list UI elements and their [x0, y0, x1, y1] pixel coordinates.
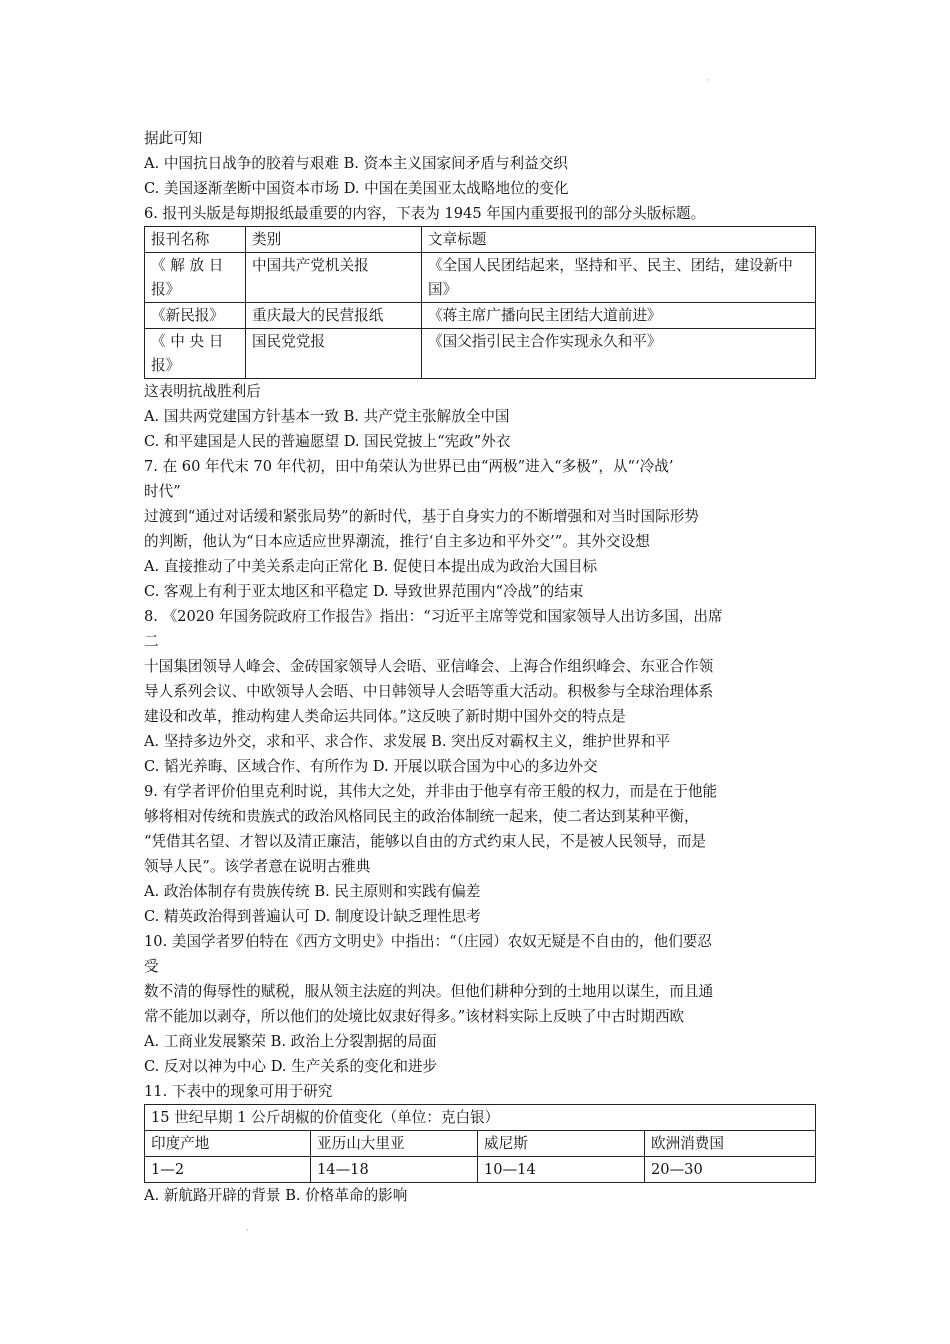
table-cell: 1—2 [145, 1157, 311, 1183]
text-line: C. 客观上有利于亚太地区和平稳定 D. 导致世界范围内“冷战”的结束 [144, 583, 584, 600]
text-line: 十国集团领导人峰会、金砖国家领导人会晤、亚信峰会、上海合作组织峰会、东亚合作领 [144, 658, 714, 675]
exam-page [144, 126, 816, 1208]
table-row [145, 329, 816, 379]
text-line: 过渡到“通过对话缓和紧张局势”的新时代，基于自身实力的不断增强和对当时国际形势 [144, 508, 699, 525]
text-line: 领导人民”。该学者意在说明古雅典 [144, 858, 371, 875]
text-line: 建设和改革，推动构建人类命运共同体。”这反映了新时期中国外交的特点是 [144, 708, 626, 725]
text-line: 常不能加以剥夺，所以他们的处境比奴隶好得多。”该材料实际上反映了中古时期西欧 [144, 1008, 685, 1025]
text-line: A. 坚持多边外交，求和平、求合作、求发展 B. 突出反对霸权主义，维护世界和平 [144, 733, 671, 750]
text-line: “凭借其名望、才智以及清正廉洁，能够以自由的方式约束人民，不是被人民领导，而是 [144, 833, 707, 850]
table-cell: 10—14 [478, 1157, 645, 1183]
table-cell: 中国共产党机关报 [246, 253, 422, 303]
text-line: 11. 下表中的现象可用于研究 [144, 1083, 333, 1100]
text-line: C. 美国逐渐垄断中国资本市场 D. 中国在美国亚太战略地位的变化 [144, 180, 569, 197]
table-header-cell: 欧洲消费国 [645, 1131, 816, 1157]
table-cell: 《蒋主席广播向民主团结大道前进》 [422, 303, 816, 329]
text-line: 时代” [144, 483, 181, 500]
text-line: 数不清的侮辱性的赋税，服从领主法庭的判决。但他们耕种分到的土地用以谋生，而且通 [144, 983, 714, 1000]
table-header-cell: 亚历山大里亚 [311, 1131, 478, 1157]
text-line: A. 政治体制存有贵族传统 B. 民主原则和实践有偏差 [144, 883, 481, 900]
text-line: 受 [144, 958, 159, 975]
text-block-top [144, 126, 816, 226]
table-header-row [145, 227, 816, 253]
table-header-cell: 类别 [246, 227, 422, 253]
newspaper-table [144, 226, 816, 379]
text-line: 这表明抗战胜利后 [144, 383, 261, 400]
table-header-cell: 印度产地 [145, 1131, 311, 1157]
table-row [145, 1157, 816, 1183]
text-line: A. 中国抗日战争的胶着与艰难 B. 资本主义国家间矛盾与利益交织 [144, 155, 568, 172]
table-header-row [145, 1131, 816, 1157]
text-line: 6. 报刊头版是每期报纸最重要的内容，下表为 1945 年国内重要报刊的部分头版标题。 [144, 205, 706, 222]
text-line: 8. 《2020 年国务院政府工作报告》指出：“习近平主席等党和国家领导人出访多国，出席 [144, 608, 723, 625]
text-line: A. 国共两党建国方针基本一致 B. 共产党主张解放全中国 [144, 408, 510, 425]
text-line: C. 和平建国是人民的普遍愿望 D. 国民党披上“宪政”外衣 [144, 433, 511, 450]
text-line: A. 新航路开辟的背景 B. 价格革命的影响 [144, 1187, 408, 1204]
text-line: C. 精英政治得到普遍认可 D. 制度设计缺乏理性思考 [144, 908, 481, 925]
table-cell: 《国父指引民主合作实现永久和平》 [422, 329, 816, 379]
text-block-bottom [144, 1183, 816, 1208]
table-cell: 《 解 放 日 报》 [145, 253, 246, 303]
pepper-price-table [144, 1104, 816, 1183]
table-cell: 14—18 [311, 1157, 478, 1183]
text-line: 10. 美国学者罗伯特在《西方文明史》中指出：“（庄园）农奴无疑是不自由的，他们要忍 [144, 933, 712, 950]
table-cell: 20—30 [645, 1157, 816, 1183]
text-line: A. 直接推动了中美关系走向正常化 B. 促使日本提出成为政治大国目标 [144, 558, 598, 575]
table-title: 15 世纪早期 1 公斤胡椒的价值变化（单位：克白银） [145, 1105, 816, 1131]
table-cell: 重庆最大的民营报纸 [246, 303, 422, 329]
table-cell: 国民党党报 [246, 329, 422, 379]
text-line: 导人系列会议、中欧领导人会晤、中日韩领导人会晤等重大活动。积极参与全球治理体系 [144, 683, 714, 700]
text-line: A. 工商业发展繁荣 B. 政治上分裂割据的局面 [144, 1033, 437, 1050]
text-line: 二 [144, 633, 159, 650]
text-line: 7. 在 60 年代末 70 年代初，田中角荣认为世界已由“两极”进入“多极”，从“‘冷战’ [144, 458, 674, 475]
text-line: 够将相对传统和贵族式的政治风格同民主的政治体制统一起来，使二者达到某种平衡， [144, 808, 699, 825]
table-row [145, 253, 816, 303]
table-row [145, 303, 816, 329]
table-header-cell: 文章标题 [422, 227, 816, 253]
table-cell: 《全国人民团结起来，坚持和平、民主、团结，建设新中国》 [422, 253, 816, 303]
text-block-middle [144, 379, 816, 1104]
text-line: C. 反对以神为中心 D. 生产关系的变化和进步 [144, 1058, 438, 1075]
scan-dot: · [706, 76, 709, 86]
table-header-cell: 报刊名称 [145, 227, 246, 253]
table-header-cell: 威尼斯 [478, 1131, 645, 1157]
table-cell: 《 中 央 日 报》 [145, 329, 246, 379]
text-line: 据此可知 [144, 130, 203, 147]
scan-dot: · [246, 1226, 249, 1236]
text-line: C. 韬光养晦、区域合作、有所作为 D. 开展以联合国为中心的多边外交 [144, 758, 598, 775]
table-cell: 《新民报》 [145, 303, 246, 329]
text-line: 9. 有学者评价伯里克利时说，其伟大之处，并非由于他享有帝王般的权力，而是在于他能 [144, 783, 718, 800]
table-title-row [145, 1105, 816, 1131]
text-line: 的判断，他认为“日本应适应世界潮流，推行‘自主多边和平外交’”。其外交设想 [144, 533, 650, 550]
